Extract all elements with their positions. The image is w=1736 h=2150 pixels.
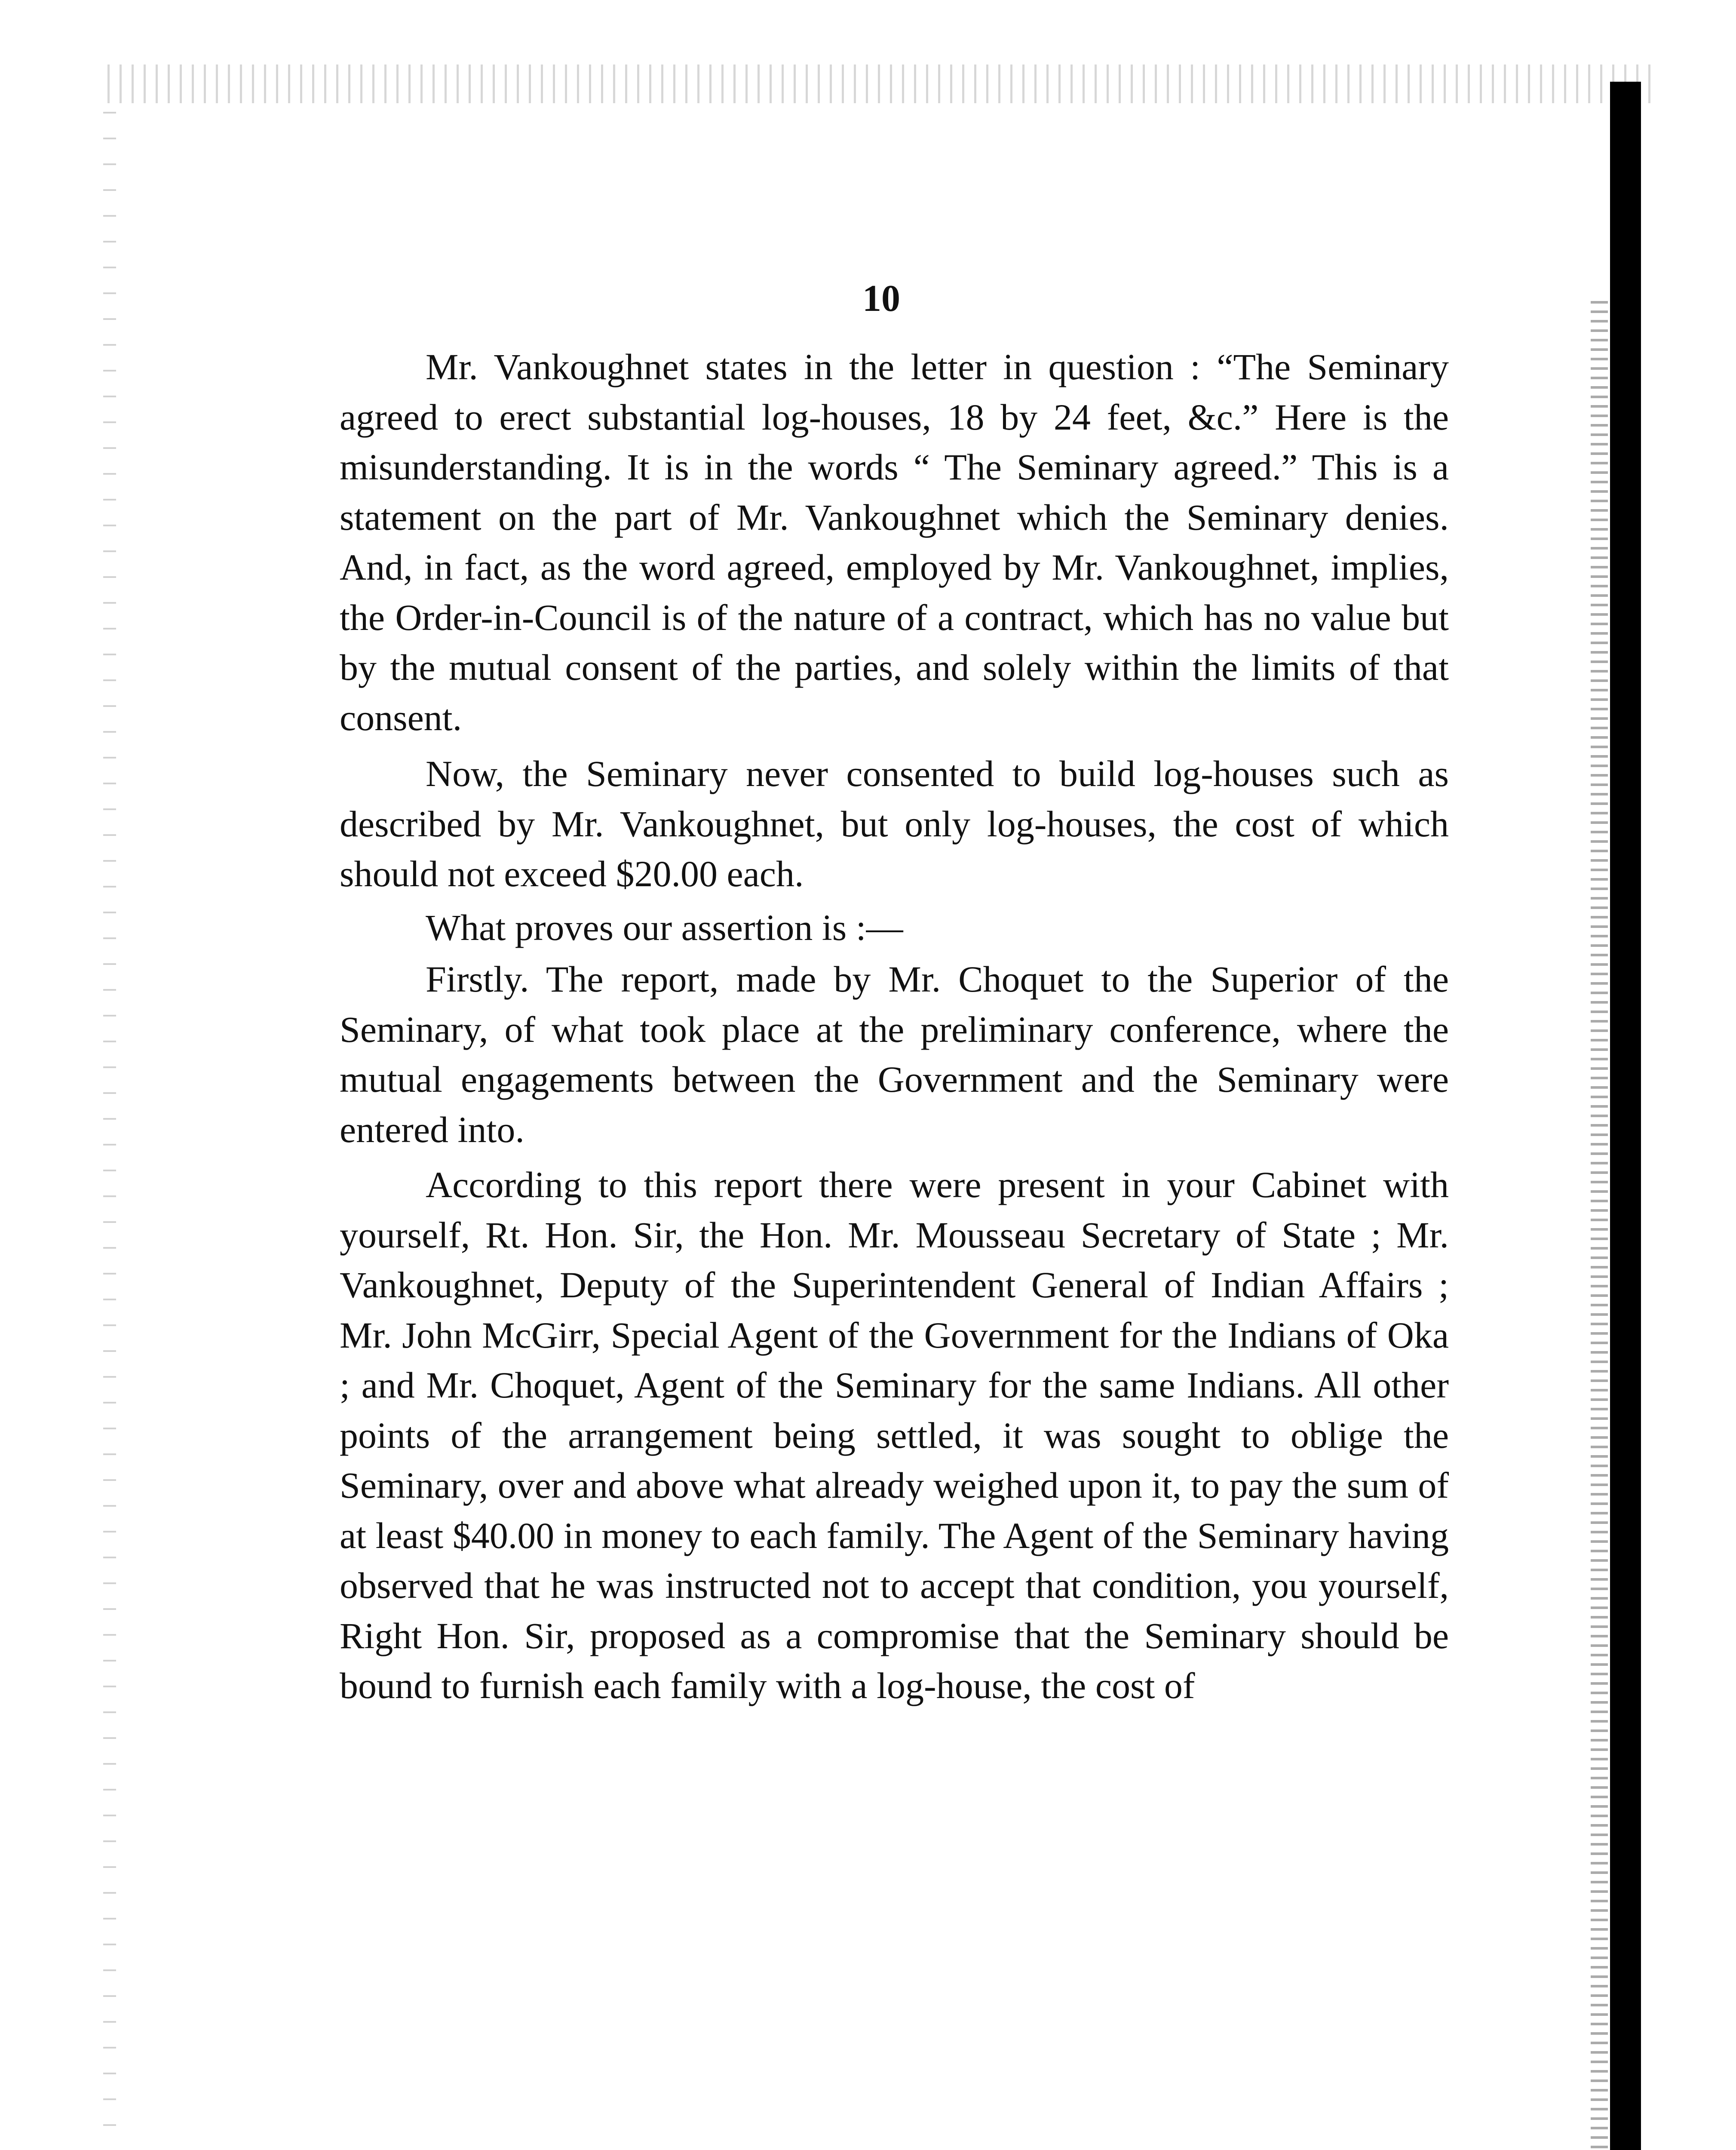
scan-edge-bar	[1610, 82, 1641, 2150]
body-text	[340, 342, 1449, 1711]
paragraph: Now, the Seminary never consented to build log-houses such as described by Mr. Vankoughnet, but only log-houses, the cost of which should not exceed $20.00 each.	[340, 753, 1449, 894]
scan-edge-noise	[1591, 301, 1608, 2150]
page-number: 10	[862, 278, 900, 319]
scan-left-noise	[103, 112, 116, 2150]
paragraph: According to this report there were present in your Cabinet with yourself, Rt. Hon. Sir, the Hon. Mr. Mousseau Secretary of State ; Mr. Vankoughnet, Deputy of the Superintendent General of Indian Affairs ; Mr. John McGirr, Special Agent of the Government for the Indians of Oka ; and Mr. Choquet, Agent of the Seminary for the same Indians. All other points of the arrangement being settled, it was sought to oblige the Seminary, over and above what already weighed upon it, to pay the sum of at least $40.00 in money to each family. The Agent of the Seminary having observed that he was instructed not to accept that condition, you yourself, Right Hon. Sir, proposed as a compromise that the Seminary should be bound to furnish each family with a log-house, the cost of	[340, 1164, 1449, 1706]
paragraph: Mr. Vankoughnet states in the letter in question : “The Seminary agreed to erect substantial log-houses, 18 by 24 feet, &c.” Here is the misunderstanding. It is in the words “ The Seminary agreed.” This is a statement on the part of Mr. Vankoughnet which the Seminary denies. And, in fact, as the word agreed, employed by Mr. Vankoughnet, implies, the Order-in-Council is of the nature of a contract, which has no value but by the mutual consent of the parties, and solely within the limits of that consent.	[340, 346, 1449, 738]
scan-top-noise	[107, 64, 1655, 103]
paragraph: Firstly. The report, made by Mr. Choquet to the Superior of the Seminary, of what took place at the preliminary conference, where the mutual engagements between the Government and the Seminary were entered into.	[340, 958, 1449, 1150]
paragraph: What proves our assertion is :—	[426, 906, 903, 948]
